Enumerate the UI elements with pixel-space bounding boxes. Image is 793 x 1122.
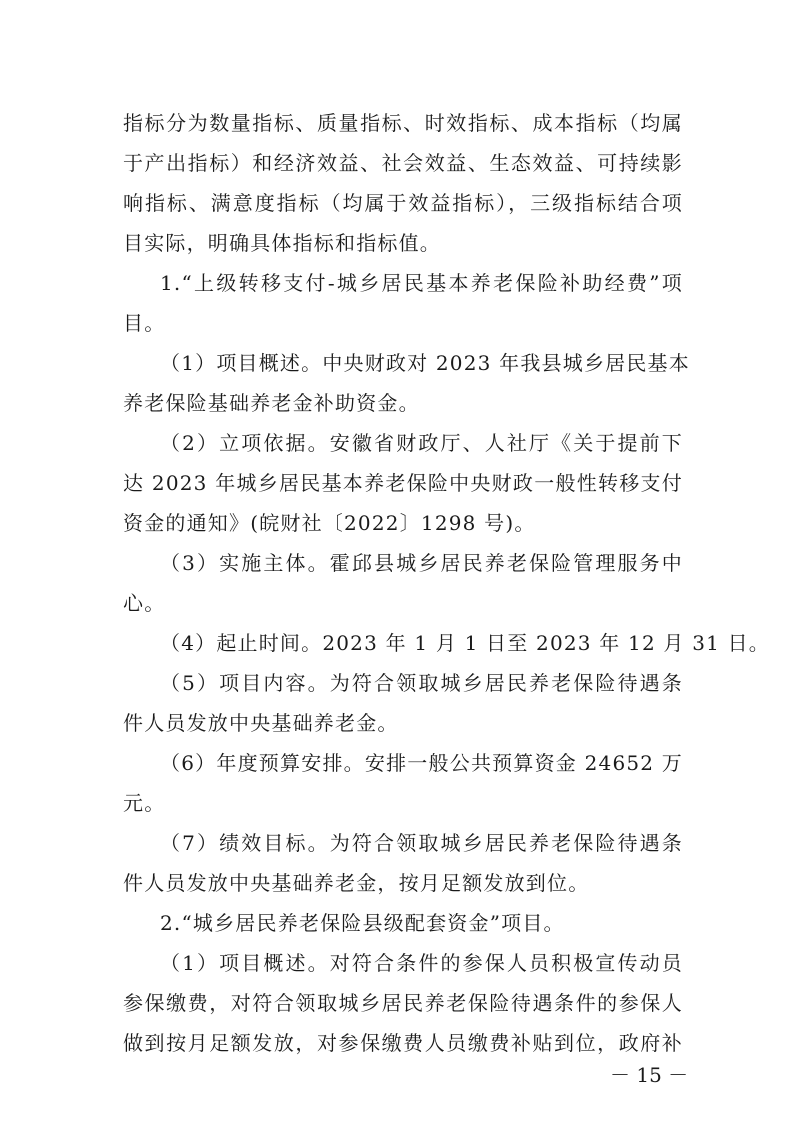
section-heading-line: 1.“上级转移支付-城乡居民基本养老保险补助经费”项 bbox=[160, 271, 683, 295]
body-text-line: 指标分为数量指标、质量指标、时效指标、成本指标（均属 bbox=[123, 111, 683, 135]
body-text-line: 养老保险基础养老金补助资金。 bbox=[123, 391, 420, 415]
body-text-line: 目实际，明确具体指标和指标值。 bbox=[123, 231, 441, 255]
section-heading-line: 目。 bbox=[123, 311, 166, 335]
body-text-line: 达 2023 年城乡居民基本养老保险中央财政一般性转移支付 bbox=[123, 471, 683, 495]
body-text-line: （3）实施主体。霍邱县城乡居民养老保险管理服务中 bbox=[160, 551, 683, 575]
body-text-line: 心。 bbox=[123, 591, 166, 615]
body-text-line: 元。 bbox=[123, 791, 166, 815]
body-text-line: 件人员发放中央基础养老金。 bbox=[123, 711, 399, 735]
body-text-line: （1）项目概述。对符合条件的参保人员积极宣传动员 bbox=[160, 951, 683, 975]
body-text-line: （2）立项依据。安徽省财政厅、人社厅《关于提前下 bbox=[160, 431, 683, 455]
body-text-line: （6）年度预算安排。安排一般公共预算资金 24652 万 bbox=[160, 751, 683, 775]
section-heading-line: 2.“城乡居民养老保险县级配套资金”项目。 bbox=[160, 911, 565, 935]
body-text-line: （1）项目概述。中央财政对 2023 年我县城乡居民基本 bbox=[160, 351, 690, 375]
body-text-line: （7）绩效目标。为符合领取城乡居民养老保险待遇条 bbox=[160, 831, 683, 855]
body-text-line: 参保缴费，对符合领取城乡居民养老保险待遇条件的参保人 bbox=[123, 991, 683, 1015]
body-text-line: （4）起止时间。2023 年 1 月 1 日至 2023 年 12 月 31 日。 bbox=[160, 631, 771, 655]
body-text-line: 做到按月足额发放，对参保缴费人员缴费补贴到位，政府补 bbox=[123, 1031, 683, 1055]
body-text-line: 响指标、满意度指标（均属于效益指标），三级指标结合项 bbox=[123, 191, 683, 215]
body-text-line: （5）项目内容。为符合领取城乡居民养老保险待遇条 bbox=[160, 671, 683, 695]
body-text-line: 件人员发放中央基础养老金，按月足额发放到位。 bbox=[123, 871, 590, 895]
body-text-line: 于产出指标）和经济效益、社会效益、生态效益、可持续影 bbox=[123, 151, 683, 175]
body-text-line: 资金的通知》(皖财社〔2022〕1298 号)。 bbox=[123, 511, 536, 535]
page-number: － 15 － bbox=[610, 1063, 689, 1087]
